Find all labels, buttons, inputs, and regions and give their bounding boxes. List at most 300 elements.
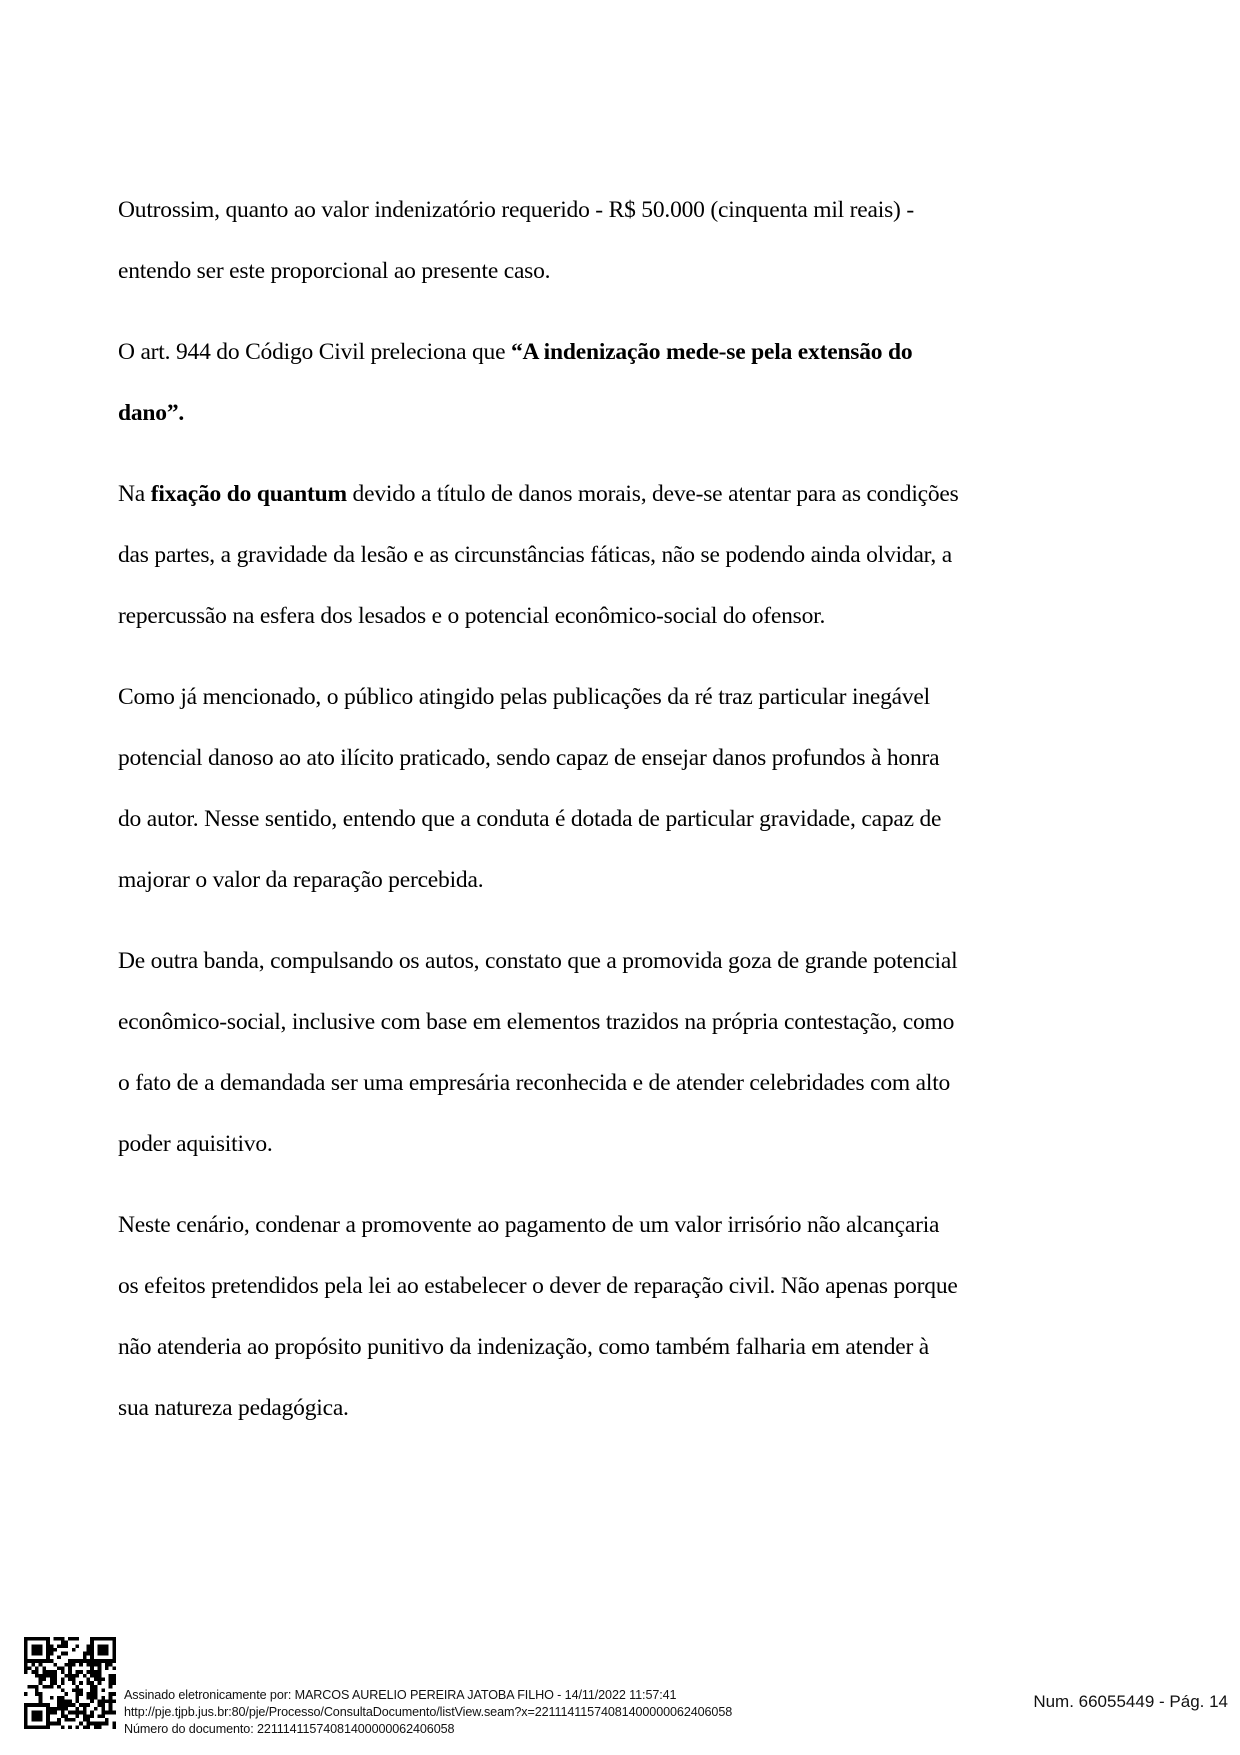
text-line [118,1378,1058,1439]
qr-module [94,1663,98,1667]
qr-module [79,1711,83,1715]
qr-module [76,1685,80,1689]
qr-module [79,1681,83,1685]
qr-module [53,1637,57,1641]
qr-module [31,1648,35,1652]
qr-module [76,1700,80,1704]
qr-module [72,1703,76,1707]
qr-module [87,1670,91,1674]
qr-module [61,1689,65,1693]
qr-module [83,1725,87,1729]
text-run: os efeitos pretendidos pela lei ao estabelecer o dever de reparação civil. Não apenas porque [118,1273,958,1299]
qr-module [105,1718,109,1722]
paragraph-gap [118,444,1058,464]
qr-module [79,1670,83,1674]
qr-module [24,1666,28,1670]
qr-module [31,1659,35,1663]
qr-module [76,1644,80,1648]
text-line [118,850,1058,911]
qr-module [79,1663,83,1667]
qr-module [90,1659,94,1663]
qr-module [24,1714,28,1718]
qr-module [28,1666,32,1670]
qr-module [79,1659,83,1663]
paragraph [118,322,1058,444]
qr-module [61,1666,65,1670]
qr-module [90,1652,94,1656]
qr-module [68,1700,72,1704]
qr-module [87,1725,91,1729]
paragraph-gap [118,302,1058,322]
qr-module [76,1696,80,1700]
qr-module [87,1659,91,1663]
qr-module [57,1685,61,1689]
qr-module [109,1703,113,1707]
qr-module [112,1722,116,1726]
text-line [118,1317,1058,1378]
qr-module [42,1725,46,1729]
qr-module [94,1659,98,1663]
qr-module [53,1670,57,1674]
qr-module [53,1648,57,1652]
qr-module [35,1648,39,1652]
qr-module [24,1711,28,1715]
qr-module [42,1677,46,1681]
qr-module [31,1711,35,1715]
qr-module [105,1652,109,1656]
qr-module [109,1685,113,1689]
qr-module [76,1692,80,1696]
qr-module [101,1689,105,1693]
qr-module [61,1700,65,1704]
text-line [118,383,1058,444]
qr-module [101,1703,105,1707]
qr-module [24,1659,28,1663]
qr-module [98,1670,102,1674]
qr-module [90,1722,94,1726]
qr-module [72,1718,76,1722]
qr-module [39,1652,43,1656]
text-run: Outrossim, quanto ao valor indenizatório requerido - R$ 50.000 (cinquenta mil reais) - [118,197,914,223]
text-line [118,322,1058,383]
qr-module [72,1659,76,1663]
qr-module [72,1648,76,1652]
qr-module [24,1703,28,1707]
qr-module [109,1692,113,1696]
qr-module [39,1692,43,1696]
qr-module [83,1652,87,1656]
qr-module [83,1655,87,1659]
qr-module [46,1652,50,1656]
qr-module [50,1670,54,1674]
qr-module [46,1655,50,1659]
qr-module [61,1637,65,1641]
qr-module [68,1670,72,1674]
signed-by-text: Assinado eletronicamente por: MARCOS AURELIO PEREIRA JATOBA FILHO - 14/11/2022 11:57:41 [124,1688,677,1702]
qr-module [50,1711,54,1715]
signature-footer [0,1630,1240,1740]
qr-module [109,1677,113,1681]
qr-module [101,1722,105,1726]
qr-module [87,1677,91,1681]
qr-module [57,1722,61,1726]
qr-module [39,1659,43,1663]
text-line [118,931,1058,992]
qr-module [39,1718,43,1722]
qr-module [35,1692,39,1696]
text-run: O art. 944 do Código Civil preleciona que [118,339,511,365]
qr-module [64,1641,68,1645]
qr-module [64,1707,68,1711]
qr-module [112,1655,116,1659]
qr-module [101,1652,105,1656]
qr-module [64,1663,68,1667]
qr-module [46,1648,50,1652]
qr-module [35,1689,39,1693]
qr-module [64,1644,68,1648]
qr-module [101,1637,105,1641]
qr-module [53,1722,57,1726]
text-line [118,241,1058,302]
qr-module [98,1722,102,1726]
qr-module [72,1677,76,1681]
qr-module [98,1644,102,1648]
text-run: De outra banda, compulsando os autos, constato que a promovida goza de grande potencial [118,948,958,974]
qr-module [64,1703,68,1707]
qr-module [90,1648,94,1652]
text-run: repercussão na esfera dos lesados e o potencial econômico-social do ofensor. [118,603,826,629]
qr-module [61,1711,65,1715]
qr-module [90,1685,94,1689]
qr-module [94,1677,98,1681]
qr-module [50,1648,54,1652]
qr-module [31,1725,35,1729]
paragraph [118,464,1058,647]
qr-module [39,1677,43,1681]
text-run: majorar o valor da reparação percebida. [118,867,484,893]
qr-module [68,1703,72,1707]
paragraph [118,180,1058,302]
qr-module [90,1681,94,1685]
qr-module [105,1637,109,1641]
qr-module [87,1652,91,1656]
qr-module [53,1711,57,1715]
qr-module [64,1692,68,1696]
qr-module [83,1711,87,1715]
paragraph-gap [118,1175,1058,1195]
qr-module [50,1652,54,1656]
qr-module [35,1644,39,1648]
qr-module [76,1637,80,1641]
qr-module [50,1659,54,1663]
qr-module [87,1714,91,1718]
qr-module [39,1681,43,1685]
qr-module [87,1644,91,1648]
qr-module [24,1655,28,1659]
qr-module [101,1714,105,1718]
document-number: Número do documento: 22111411574081400000062406058 [124,1722,455,1736]
qr-module [46,1718,50,1722]
qr-module [83,1703,87,1707]
qr-module [101,1707,105,1711]
qr-module [112,1648,116,1652]
qr-module [39,1663,43,1667]
qr-module [50,1685,54,1689]
text-run: o fato de a demandada ser uma empresária reconhecida e de atender celebridades com alto [118,1070,951,1096]
qr-module [101,1659,105,1663]
qr-module [64,1714,68,1718]
qr-module [109,1681,113,1685]
qr-module [98,1652,102,1656]
page-number: Num. 66055449 - Pág. 14 [1033,1692,1228,1711]
qr-module [101,1644,105,1648]
qr-module [79,1692,83,1696]
qr-module [105,1663,109,1667]
qr-module [87,1681,91,1685]
qr-module [28,1725,32,1729]
text-run: não atenderia ao propósito punitivo da indenização, como também falharia em atender à [118,1334,930,1360]
qr-module [112,1652,116,1656]
qr-module [112,1711,116,1715]
text-run: devido a título de danos morais, deve-se atentar para as condições [346,481,959,507]
qr-module [87,1722,91,1726]
qr-module [98,1681,102,1685]
qr-module [94,1696,98,1700]
qr-module [87,1692,91,1696]
qr-module [35,1711,39,1715]
paragraph-gap [118,647,1058,667]
verification-url[interactable]: http://pje.tjpb.jus.br:80/pje/Processo/ConsultaDocumento/listView.seam?x=22111411574081400000062406058 [124,1705,733,1719]
qr-module [35,1718,39,1722]
qr-module [105,1659,109,1663]
qr-module [109,1707,113,1711]
qr-module [61,1681,65,1685]
qr-module [90,1644,94,1648]
qr-module [57,1703,61,1707]
qr-module [90,1700,94,1704]
qr-module [87,1663,91,1667]
qr-module [68,1677,72,1681]
qr-module [57,1707,61,1711]
qr-module [87,1718,91,1722]
qr-module [83,1718,87,1722]
bold-text: “A indenização mede-se pela extensão do [510,339,913,365]
qr-module [46,1644,50,1648]
qr-module [112,1725,116,1729]
qr-module [24,1644,28,1648]
qr-module [90,1714,94,1718]
qr-module [94,1722,98,1726]
qr-module [57,1696,61,1700]
qr-module [109,1637,113,1641]
qr-module [94,1674,98,1678]
qr-module [87,1696,91,1700]
qr-module [31,1663,35,1667]
qr-module [87,1703,91,1707]
qr-module [46,1659,50,1663]
qr-module [90,1655,94,1659]
text-run: entendo ser este proporcional ao presente caso. [118,258,551,284]
qr-module [61,1652,65,1656]
qr-module [90,1670,94,1674]
qr-module [76,1714,80,1718]
qr-module [109,1711,113,1715]
qr-module [105,1644,109,1648]
document-body [118,180,1058,1439]
text-line [118,1053,1058,1114]
qr-module [98,1663,102,1667]
qr-module [35,1685,39,1689]
qr-module [109,1659,113,1663]
qr-module [76,1659,80,1663]
qr-module [68,1674,72,1678]
qr-module [105,1666,109,1670]
qr-module [98,1648,102,1652]
text-run: potencial danoso ao ato ilícito praticado, sendo capaz de ensejar danos profundos à honra [118,745,940,771]
qr-module [53,1663,57,1667]
qr-module [46,1641,50,1645]
qr-module [76,1670,80,1674]
qr-module [101,1696,105,1700]
text-run: sua natureza pedagógica. [118,1395,349,1421]
qr-module [35,1703,39,1707]
qr-module [35,1725,39,1729]
qr-module [61,1696,65,1700]
qr-module [94,1685,98,1689]
qr-module [94,1637,98,1641]
qr-module [61,1644,65,1648]
qr-module [46,1703,50,1707]
qr-module [68,1718,72,1722]
qr-module [50,1707,54,1711]
text-run: econômico-social, inclusive com base em elementos trazidos na própria contestação, como [118,1009,955,1035]
qr-module [98,1677,102,1681]
qr-module [57,1666,61,1670]
qr-module [61,1725,65,1729]
qr-module [61,1641,65,1645]
qr-module [90,1692,94,1696]
qr-module [42,1666,46,1670]
qr-module [57,1718,61,1722]
qr-module [31,1685,35,1689]
qr-module [39,1644,43,1648]
qr-module [35,1637,39,1641]
text-line [118,525,1058,586]
qr-module [105,1722,109,1726]
qr-module [64,1700,68,1704]
qr-module [98,1725,102,1729]
qr-module [50,1696,54,1700]
qr-module [46,1670,50,1674]
signature-block [124,1687,732,1738]
qr-module [94,1670,98,1674]
qr-module [112,1641,116,1645]
qr-module [112,1677,116,1681]
qr-module [46,1637,50,1641]
qr-module [50,1677,54,1681]
qr-module [24,1641,28,1645]
qr-module [35,1674,39,1678]
qr-module [98,1703,102,1707]
text-line [118,586,1058,647]
qr-module [57,1644,61,1648]
qr-module [101,1711,105,1715]
qr-module [94,1692,98,1696]
qr-module [24,1652,28,1656]
qr-module [68,1711,72,1715]
qr-module [101,1700,105,1704]
qr-module [72,1711,76,1715]
qr-module [53,1707,57,1711]
text-line [118,789,1058,850]
qr-module [24,1718,28,1722]
qr-module [72,1674,76,1678]
qr-module [68,1637,72,1641]
qr-module [68,1666,72,1670]
text-run: das partes, a gravidade da lesão e as circunstâncias fáticas, não se podendo ainda olvidar, a [118,542,952,568]
qr-module [83,1659,87,1663]
qr-module [24,1648,28,1652]
qr-module [105,1700,109,1704]
qr-module [50,1644,54,1648]
qr-module [42,1674,46,1678]
qr-module [46,1714,50,1718]
qr-module [109,1663,113,1667]
qr-module [101,1677,105,1681]
text-line [118,1256,1058,1317]
qr-module [72,1663,76,1667]
text-line [118,728,1058,789]
text-line [118,1195,1058,1256]
qr-module [61,1677,65,1681]
qr-module [112,1692,116,1696]
qr-module [90,1689,94,1693]
qr-module [76,1674,80,1678]
text-run: do autor. Nesse sentido, entendo que a conduta é dotada de particular gravidade, capaz de [118,806,942,832]
qr-module [28,1685,32,1689]
qr-module [61,1714,65,1718]
qr-module [94,1689,98,1693]
qr-module [28,1637,32,1641]
qr-module [42,1670,46,1674]
qr-module [68,1725,72,1729]
qr-module [39,1714,43,1718]
qr-module [76,1707,80,1711]
qr-module [42,1703,46,1707]
qr-module [87,1648,91,1652]
qr-module [94,1707,98,1711]
qr-module [61,1670,65,1674]
qr-module [24,1670,28,1674]
qr-module [35,1670,39,1674]
qr-module [76,1711,80,1715]
qr-module [72,1637,76,1641]
qr-module [64,1652,68,1656]
qr-module [46,1711,50,1715]
qr-module [31,1670,35,1674]
qr-module [90,1696,94,1700]
qr-module [42,1637,46,1641]
qr-code-icon[interactable] [24,1637,116,1729]
paragraph [118,1195,1058,1439]
qr-module [90,1711,94,1715]
qr-module [46,1674,50,1678]
bold-text: dano”. [118,400,185,426]
text-line [118,1114,1058,1175]
qr-module [31,1644,35,1648]
qr-module [39,1700,43,1704]
qr-module [109,1696,113,1700]
